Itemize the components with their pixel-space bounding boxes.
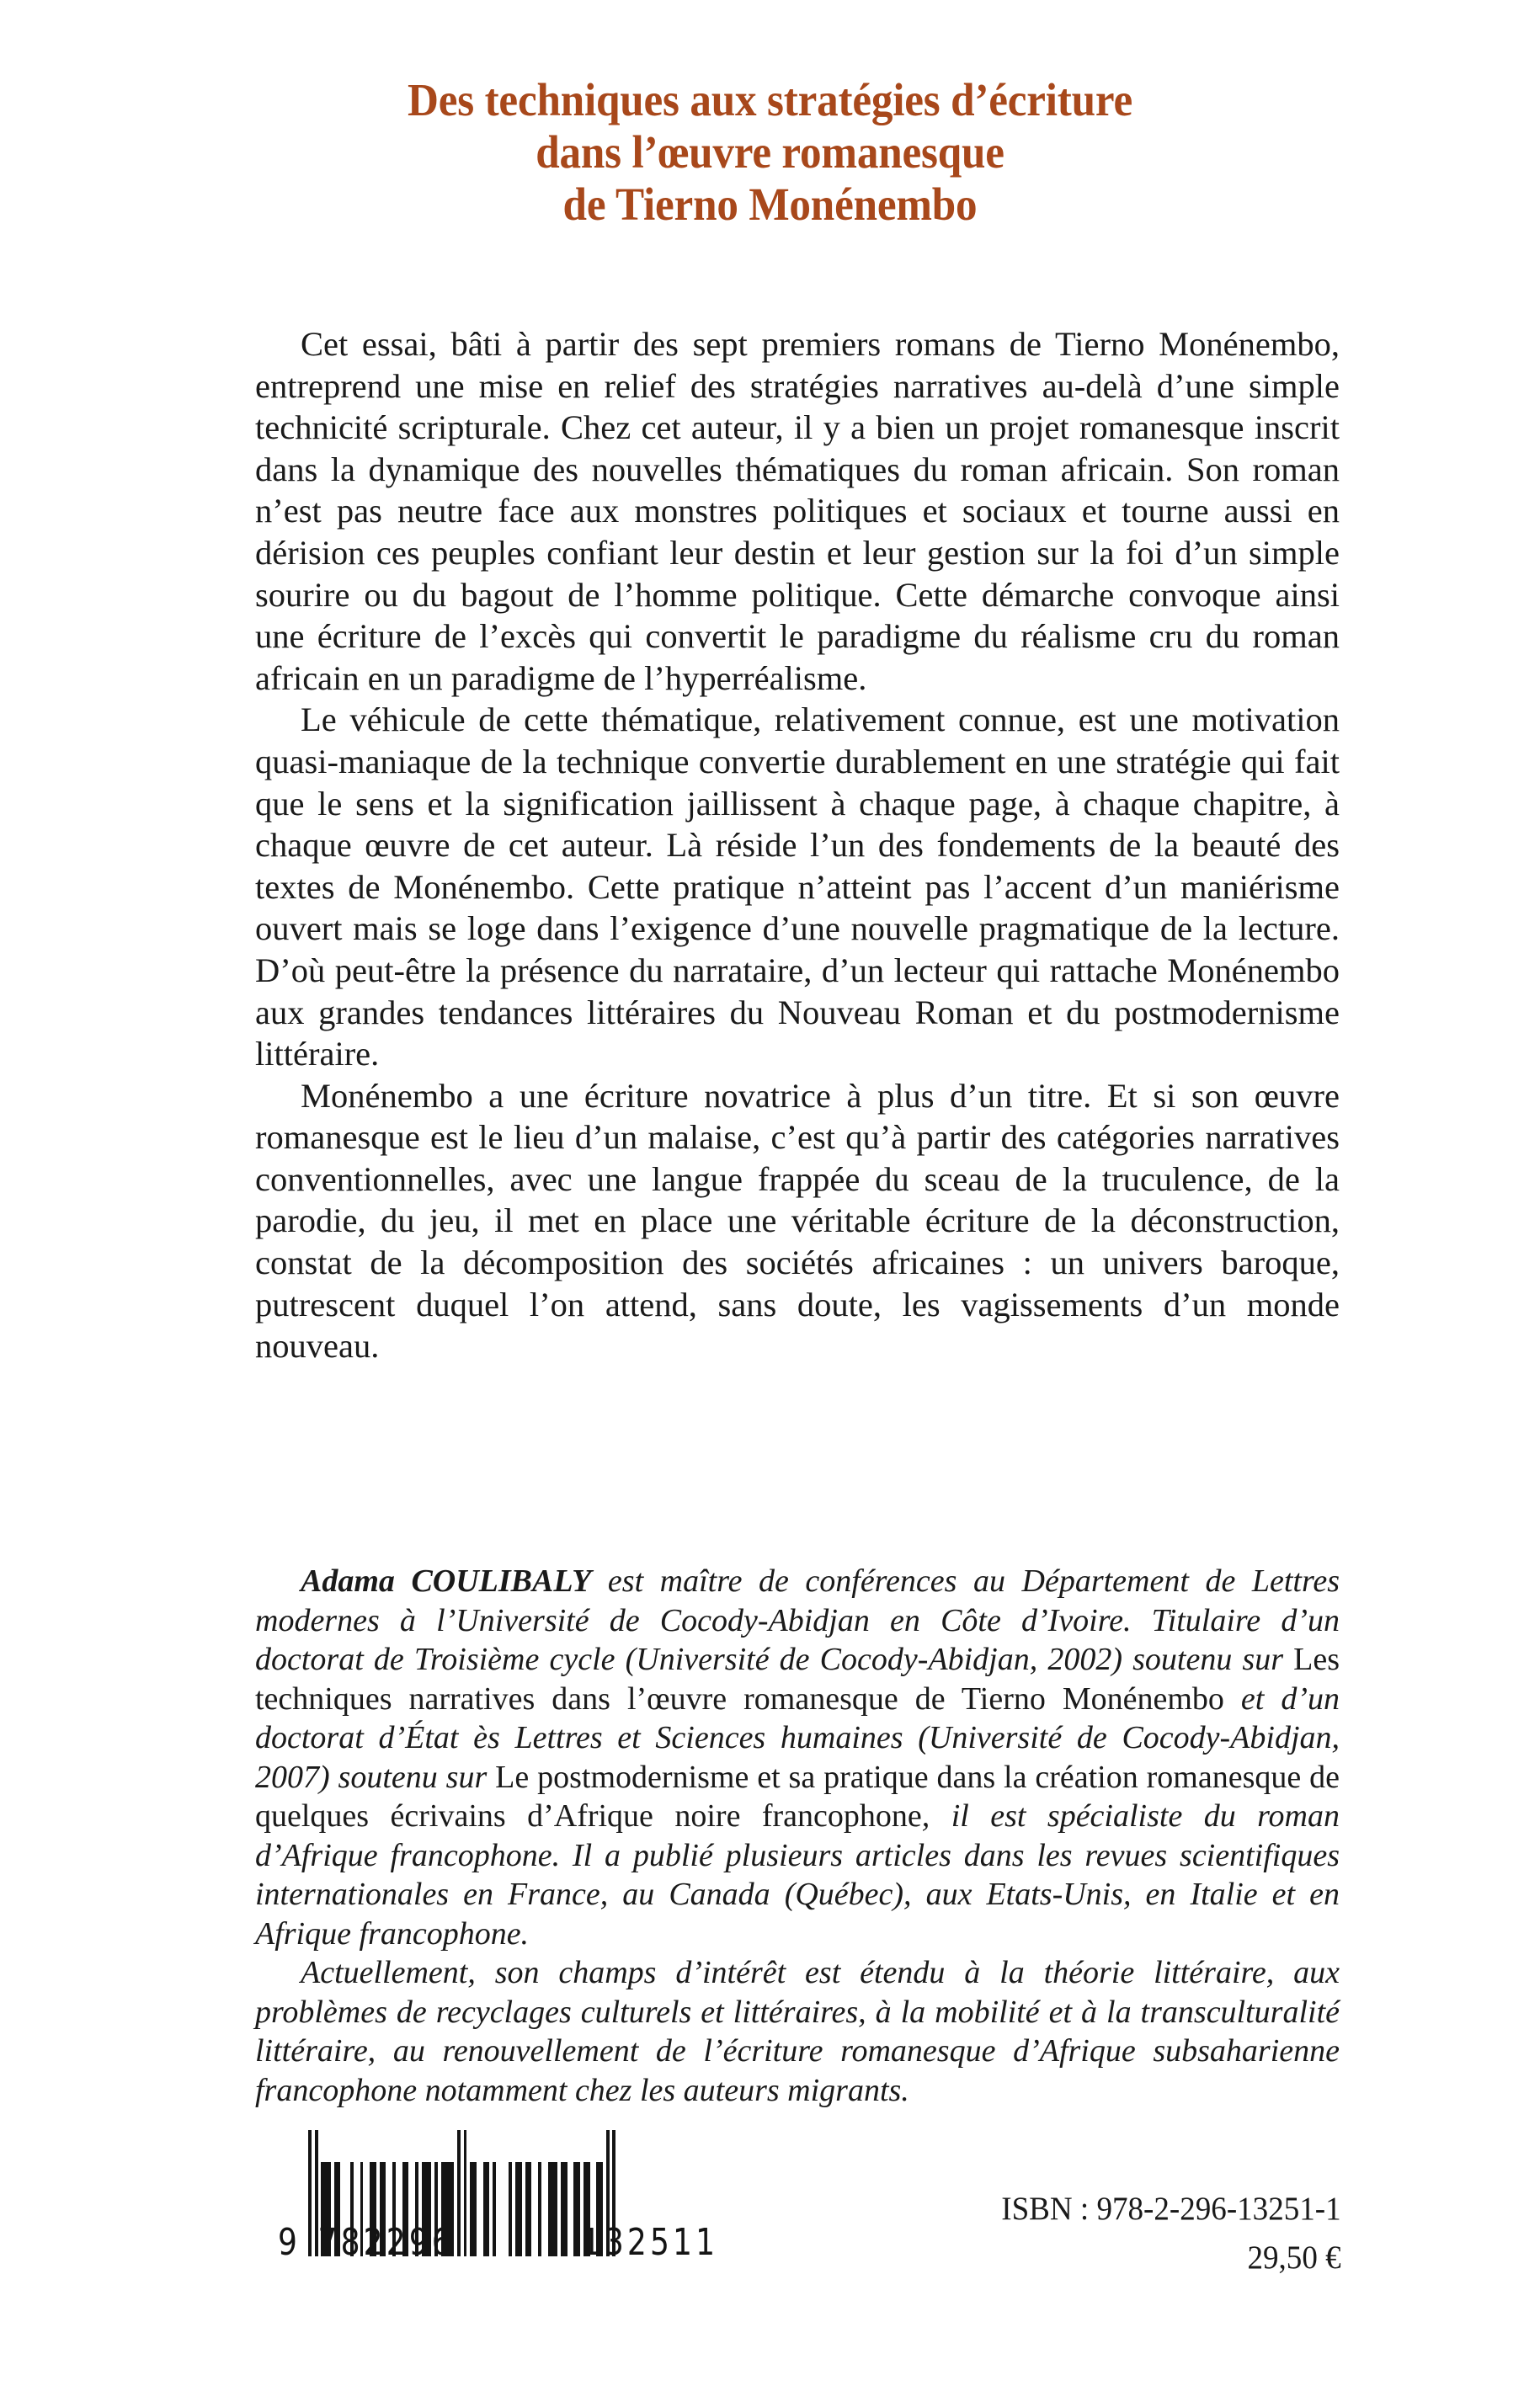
blurb-paragraph-3: Monénembo a une écriture novatrice à plus d’un titre. Et si son œuvre romanesque est le lieu d’un malaise, c’est qu’à partir des catégories narratives conventionnelles, avec une langue frappée du sceau de la truculence, de la parodie, du jeu, il met en place une véritable écriture de la déconstruction, constat de la décomposition des sociétés africaines : un univers baroque, putrescent duquel l’on attend, sans doute, les vagissements d’un monde nouveau. (255, 1076, 1340, 1366)
barcode-left-group: 782296 (317, 2221, 455, 2264)
author-name: Adama COULIBALY (301, 1563, 592, 1599)
title-line-1: Des techniques aux stratégies d’écriture (407, 74, 1133, 125)
title-line-2: dans l’œuvre romanesque (536, 126, 1004, 178)
bio-text-3: , il est spécialiste du roman d’Afrique francophone. Il a publié plusieurs articles dans les revues scientifiques internationales en France, au Canada (Québec), aux Etats-Unis, en Italie et en Afrique francophone. (255, 1798, 1340, 1952)
title-line-3: de Tierno Monénembo (562, 178, 978, 230)
thesis-title-2: Le postmodernisme et sa pratique dans la création romanesque de quelques écrivains d’Afrique noire francophone (255, 1759, 1340, 1834)
bio-paragraph-2: Actuellement, son champs d’intérêt est étendu à la théorie littéraire, aux problèmes de recyclages culturels et littéraires, à la mobilité et à la transculturalité littéraire, au renouvellement de l’écriture romanesque d’Afrique subsaharienne francophone notamment chez les auteurs migrants. (255, 1955, 1340, 2108)
ean13-barcode (278, 2130, 719, 2264)
barcode-right-group: 132511 (581, 2221, 719, 2264)
barcode-bar (573, 2162, 580, 2256)
barcode-lead-digit: 9 (278, 2221, 301, 2264)
author-biography (255, 1562, 1340, 2110)
blurb-paragraph-2: Le véhicule de cette thématique, relativement connue, est une motivation quasi-maniaque de la technique convertie durablement en une stratégie qui fait que le sens et la signification jaillissent à chaque page, à chaque chapitre, à chaque œuvre de cet auteur. Là réside l’un des fondements de la beauté des textes de Monénembo. Cette pratique n’atteint pas l’accent d’un maniérisme ouvert mais se loge dans l’exigence d’une nouvelle pragmatique de la lecture. D’où peut-être la présence du narrataire, d’un lecteur qui rattache Monénembo aux grandes tendances littéraires du Nouveau Roman et du postmodernisme littéraire. (255, 700, 1340, 1073)
price-label: 29,50 € (1247, 2240, 1341, 2276)
bio-paragraph-1 (255, 1562, 1340, 1953)
barcode-space (568, 2162, 574, 2256)
book-title (0, 74, 1540, 231)
bio-text-1: est maître de conférences au Département de Lettres modernes à l’Université de Cocody-Abidjan en Côte d’Ivoire. Titulaire d’un doctorat de Troisième cycle (Université de Cocody-Abidjan, 2002) soutenu sur (255, 1563, 1340, 1677)
barcode-digits (278, 2221, 719, 2264)
bio-text-2: et d’un doctorat d’État ès Lettres et Sciences humaines (Université de Cocody-Abidjan, 2007) soutenu sur (255, 1680, 1340, 1795)
isbn-number: ISBN : 978-2-296-13251-1 (1001, 2191, 1341, 2227)
blurb-paragraph-1: Cet essai, bâti à partir des sept premiers romans de Tierno Monénembo, entreprend une mise en relief des stratégies narratives au-delà d’une simple technicité scripturale. Chez cet auteur, il y a bien un projet romanesque inscrit dans la dynamique des nouvelles thématiques du roman africain. Son roman n’est pas neutre face aux monstres politiques et sociaux et tourne aussi en dérision ces peuples confiant leur destin et leur gestion sur la foi d’un simple sourire ou du bagout de l’homme politique. Cette démarche convoque ainsi une écriture de l’excès qui convertit le paradigme du réalisme cru du roman africain en un paradigme de l’hyperréalisme. (255, 325, 1340, 697)
blurb-text (255, 323, 1340, 1367)
isbn-price-block (983, 2185, 1341, 2282)
thesis-title-1: Les techniques narratives dans l’œuvre romanesque de Tierno Monénembo (255, 1642, 1340, 1717)
